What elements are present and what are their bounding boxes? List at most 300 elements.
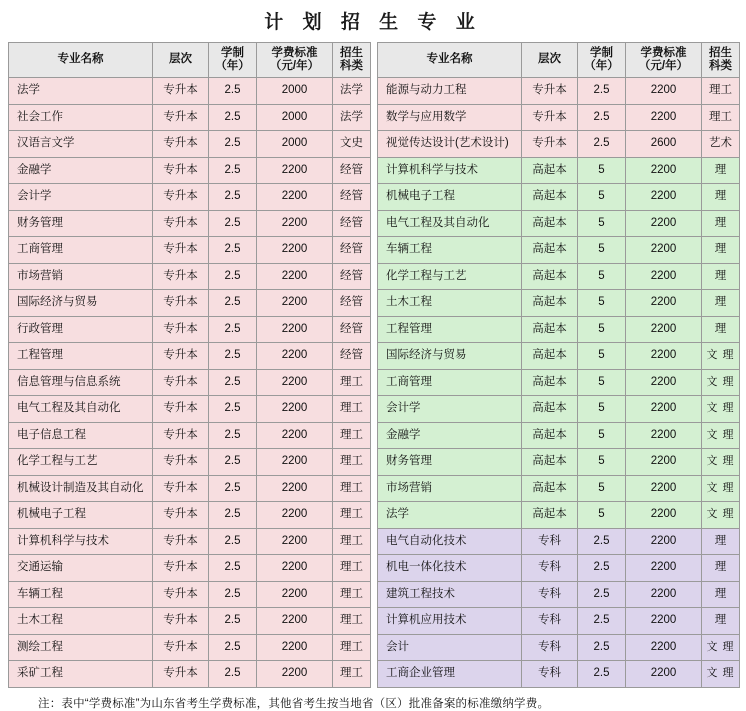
table-row (378, 369, 740, 396)
cell-category: 经管 (333, 184, 371, 211)
table-row (9, 634, 371, 661)
cell-years: 2.5 (209, 502, 257, 529)
cell-fee: 2200 (257, 475, 333, 502)
cell-fee: 2200 (257, 422, 333, 449)
cell-category: 理 (702, 608, 740, 635)
cell-fee: 2200 (626, 316, 702, 343)
cell-level: 专升本 (153, 263, 209, 290)
cell-fee: 2200 (257, 316, 333, 343)
cell-category: 经管 (333, 343, 371, 370)
cell-years: 2.5 (209, 78, 257, 105)
cell-years: 5 (578, 184, 626, 211)
col-header-years-line1: 学制 (221, 46, 244, 59)
cell-fee: 2600 (626, 131, 702, 158)
cell-years: 2.5 (209, 210, 257, 237)
cell-fee: 2200 (257, 184, 333, 211)
cell-program-name: 电气自动化技术 (378, 528, 522, 555)
cell-level: 专升本 (153, 528, 209, 555)
cell-level: 专升本 (153, 184, 209, 211)
cell-program-name: 数学与应用数学 (378, 104, 522, 131)
cell-program-name: 车辆工程 (378, 237, 522, 264)
cell-years: 2.5 (209, 449, 257, 476)
cell-level: 专升本 (153, 422, 209, 449)
cell-fee: 2000 (257, 131, 333, 158)
cell-program-name: 市场营销 (9, 263, 153, 290)
cell-years: 2.5 (209, 661, 257, 688)
table-row (378, 131, 740, 158)
cell-fee: 2200 (257, 157, 333, 184)
cell-fee: 2200 (626, 78, 702, 105)
cell-years: 2.5 (209, 104, 257, 131)
cell-level: 专升本 (153, 210, 209, 237)
right-table-body (378, 78, 740, 688)
cell-fee: 2200 (257, 369, 333, 396)
cell-category: 理 (702, 157, 740, 184)
cell-years: 5 (578, 343, 626, 370)
table-row (9, 210, 371, 237)
cell-fee: 2200 (257, 634, 333, 661)
left-table-header-row (9, 43, 371, 78)
cell-fee: 2200 (626, 210, 702, 237)
table-row (9, 369, 371, 396)
cell-fee: 2200 (257, 581, 333, 608)
cell-level: 专升本 (153, 396, 209, 423)
table-row (378, 608, 740, 635)
cell-years: 5 (578, 157, 626, 184)
table-row (378, 263, 740, 290)
table-row (378, 343, 740, 370)
cell-category: 理工 (333, 396, 371, 423)
cell-years: 2.5 (578, 581, 626, 608)
footnote: 注：表中“学费标准”为山东省考生学费标准，其他省考生按当地省（区）批准备案的标准缴纳学费。 (38, 697, 550, 710)
cell-fee: 2200 (257, 290, 333, 317)
left-table-body (9, 78, 371, 688)
cell-years: 5 (578, 449, 626, 476)
cell-program-name: 能源与动力工程 (378, 78, 522, 105)
cell-category: 文 理 (702, 475, 740, 502)
cell-fee: 2200 (257, 608, 333, 635)
cell-program-name: 机械电子工程 (378, 184, 522, 211)
cell-years: 2.5 (209, 157, 257, 184)
cell-years: 2.5 (209, 581, 257, 608)
table-row (378, 396, 740, 423)
cell-program-name: 采矿工程 (9, 661, 153, 688)
cell-years: 2.5 (209, 343, 257, 370)
cell-category: 文 理 (702, 396, 740, 423)
cell-years: 2.5 (209, 396, 257, 423)
cell-category: 文 理 (702, 369, 740, 396)
cell-category: 文 理 (702, 449, 740, 476)
cell-years: 5 (578, 422, 626, 449)
cell-level: 专科 (522, 608, 578, 635)
cell-fee: 2200 (626, 528, 702, 555)
cell-level: 专升本 (522, 131, 578, 158)
cell-category: 理 (702, 555, 740, 582)
cell-level: 高起本 (522, 237, 578, 264)
cell-program-name: 计算机科学与技术 (378, 157, 522, 184)
cell-fee: 2200 (626, 290, 702, 317)
cell-program-name: 建筑工程技术 (378, 581, 522, 608)
table-row (378, 210, 740, 237)
cell-years: 2.5 (578, 661, 626, 688)
table-row (9, 104, 371, 131)
cell-level: 专升本 (153, 369, 209, 396)
cell-level: 高起本 (522, 502, 578, 529)
col-header-years (578, 43, 626, 78)
cell-fee: 2200 (626, 661, 702, 688)
cell-years: 2.5 (209, 237, 257, 264)
table-row (378, 237, 740, 264)
cell-fee: 2200 (257, 661, 333, 688)
cell-level: 专升本 (153, 608, 209, 635)
cell-category: 理工 (333, 369, 371, 396)
cell-category: 理 (702, 263, 740, 290)
cell-years: 2.5 (209, 184, 257, 211)
cell-years: 5 (578, 263, 626, 290)
cell-years: 2.5 (209, 263, 257, 290)
table-row (9, 343, 371, 370)
table-row (9, 502, 371, 529)
cell-program-name: 交通运输 (9, 555, 153, 582)
cell-level: 专升本 (153, 661, 209, 688)
col-header-name: 专业名称 (378, 43, 522, 78)
cell-years: 5 (578, 290, 626, 317)
tables-container (8, 42, 738, 688)
cell-fee: 2000 (257, 104, 333, 131)
table-row (9, 290, 371, 317)
cell-program-name: 汉语言文学 (9, 131, 153, 158)
left-program-table (8, 42, 371, 688)
cell-level: 专科 (522, 528, 578, 555)
table-row (9, 237, 371, 264)
cell-program-name: 财务管理 (9, 210, 153, 237)
cell-category: 理 (702, 184, 740, 211)
cell-category: 经管 (333, 316, 371, 343)
table-row (9, 555, 371, 582)
cell-program-name: 会计 (378, 634, 522, 661)
cell-years: 5 (578, 316, 626, 343)
table-row (378, 502, 740, 529)
cell-category: 文 理 (702, 661, 740, 688)
cell-fee: 2200 (257, 528, 333, 555)
col-header-category-line2: 科类 (340, 60, 363, 72)
cell-level: 专升本 (153, 290, 209, 317)
cell-years: 2.5 (209, 475, 257, 502)
col-header-category-line1: 招生 (709, 46, 732, 59)
cell-category: 理 (702, 237, 740, 264)
table-row (378, 184, 740, 211)
cell-program-name: 机械设计制造及其自动化 (9, 475, 153, 502)
cell-level: 高起本 (522, 210, 578, 237)
page-title: 计 划 招 生 专 业 (264, 12, 482, 33)
col-header-years-line2: （年） (215, 60, 250, 72)
cell-years: 5 (578, 475, 626, 502)
table-row (378, 581, 740, 608)
col-header-category (333, 43, 371, 78)
table-row (378, 78, 740, 105)
col-header-name: 专业名称 (9, 43, 153, 78)
cell-years: 2.5 (209, 131, 257, 158)
cell-years: 2.5 (209, 369, 257, 396)
cell-fee: 2200 (257, 555, 333, 582)
cell-level: 专科 (522, 555, 578, 582)
cell-program-name: 电气工程及其自动化 (9, 396, 153, 423)
cell-fee: 2200 (626, 263, 702, 290)
cell-category: 理工 (333, 528, 371, 555)
cell-years: 2.5 (578, 634, 626, 661)
table-row (9, 608, 371, 635)
cell-fee: 2200 (626, 502, 702, 529)
cell-program-name: 财务管理 (378, 449, 522, 476)
cell-years: 2.5 (578, 131, 626, 158)
cell-level: 专升本 (153, 581, 209, 608)
cell-level: 专科 (522, 581, 578, 608)
cell-level: 高起本 (522, 475, 578, 502)
col-header-category-line2: 科类 (709, 60, 732, 72)
cell-fee: 2200 (626, 396, 702, 423)
col-header-fee-line1: 学费标准 (271, 46, 318, 59)
cell-level: 高起本 (522, 449, 578, 476)
col-header-fee-line2: （元/年） (638, 60, 689, 72)
cell-level: 专升本 (522, 104, 578, 131)
cell-category: 理工 (333, 555, 371, 582)
cell-fee: 2200 (257, 263, 333, 290)
cell-program-name: 化学工程与工艺 (378, 263, 522, 290)
col-header-years (209, 43, 257, 78)
cell-category: 文 理 (702, 343, 740, 370)
cell-program-name: 法学 (9, 78, 153, 105)
cell-years: 2.5 (578, 528, 626, 555)
cell-program-name: 国际经济与贸易 (378, 343, 522, 370)
right-table-header-row (378, 43, 740, 78)
cell-fee: 2200 (626, 634, 702, 661)
cell-program-name: 工商管理 (9, 237, 153, 264)
cell-level: 专升本 (153, 316, 209, 343)
table-row (378, 422, 740, 449)
cell-fee: 2200 (257, 210, 333, 237)
cell-fee: 2200 (626, 555, 702, 582)
cell-years: 2.5 (578, 78, 626, 105)
cell-category: 理 (702, 290, 740, 317)
cell-program-name: 电气工程及其自动化 (378, 210, 522, 237)
cell-level: 专科 (522, 661, 578, 688)
cell-level: 专升本 (153, 475, 209, 502)
cell-level: 高起本 (522, 263, 578, 290)
table-row (378, 290, 740, 317)
cell-fee: 2200 (626, 104, 702, 131)
right-program-table (377, 42, 740, 688)
cell-level: 专科 (522, 634, 578, 661)
cell-years: 2.5 (578, 608, 626, 635)
cell-program-name: 社会工作 (9, 104, 153, 131)
cell-category: 文 理 (702, 422, 740, 449)
col-header-years-line1: 学制 (590, 46, 613, 59)
cell-category: 理工 (333, 634, 371, 661)
cell-level: 专升本 (153, 502, 209, 529)
cell-fee: 2200 (626, 422, 702, 449)
table-row (378, 157, 740, 184)
cell-program-name: 金融学 (9, 157, 153, 184)
col-header-category-line1: 招生 (340, 46, 363, 59)
table-row (378, 555, 740, 582)
cell-years: 5 (578, 210, 626, 237)
cell-level: 高起本 (522, 343, 578, 370)
cell-fee: 2200 (626, 184, 702, 211)
cell-program-name: 金融学 (378, 422, 522, 449)
col-header-fee-line1: 学费标准 (640, 46, 687, 59)
cell-program-name: 工程管理 (378, 316, 522, 343)
cell-level: 高起本 (522, 184, 578, 211)
cell-category: 理工 (333, 422, 371, 449)
cell-years: 2.5 (209, 608, 257, 635)
col-header-fee (626, 43, 702, 78)
cell-program-name: 土木工程 (9, 608, 153, 635)
cell-fee: 2200 (257, 396, 333, 423)
cell-category: 经管 (333, 210, 371, 237)
table-row (9, 396, 371, 423)
cell-level: 高起本 (522, 396, 578, 423)
table-row (9, 78, 371, 105)
cell-category: 法学 (333, 104, 371, 131)
cell-fee: 2000 (257, 78, 333, 105)
cell-years: 2.5 (209, 555, 257, 582)
cell-level: 高起本 (522, 290, 578, 317)
cell-category: 法学 (333, 78, 371, 105)
cell-category: 理工 (702, 78, 740, 105)
cell-level: 高起本 (522, 422, 578, 449)
cell-category: 理工 (333, 661, 371, 688)
cell-program-name: 信息管理与信息系统 (9, 369, 153, 396)
cell-fee: 2200 (626, 237, 702, 264)
col-header-fee (257, 43, 333, 78)
cell-program-name: 会计学 (9, 184, 153, 211)
cell-program-name: 工商管理 (378, 369, 522, 396)
cell-category: 理 (702, 316, 740, 343)
table-row (9, 184, 371, 211)
cell-category: 经管 (333, 157, 371, 184)
cell-program-name: 行政管理 (9, 316, 153, 343)
cell-fee: 2200 (626, 581, 702, 608)
cell-program-name: 工商企业管理 (378, 661, 522, 688)
cell-fee: 2200 (257, 502, 333, 529)
cell-program-name: 车辆工程 (9, 581, 153, 608)
cell-program-name: 工程管理 (9, 343, 153, 370)
cell-years: 5 (578, 502, 626, 529)
table-row (9, 263, 371, 290)
cell-category: 文 理 (702, 634, 740, 661)
cell-category: 理工 (702, 104, 740, 131)
table-row (9, 661, 371, 688)
cell-category: 艺术 (702, 131, 740, 158)
cell-category: 理 (702, 210, 740, 237)
cell-level: 高起本 (522, 157, 578, 184)
cell-category: 经管 (333, 263, 371, 290)
cell-category: 经管 (333, 290, 371, 317)
cell-years: 2.5 (209, 422, 257, 449)
cell-fee: 2200 (257, 237, 333, 264)
col-header-level: 层次 (153, 43, 209, 78)
cell-program-name: 机电一体化技术 (378, 555, 522, 582)
table-row (378, 475, 740, 502)
cell-fee: 2200 (626, 369, 702, 396)
cell-years: 2.5 (209, 634, 257, 661)
table-row (9, 528, 371, 555)
cell-fee: 2200 (626, 608, 702, 635)
cell-category: 理工 (333, 449, 371, 476)
cell-years: 5 (578, 396, 626, 423)
cell-program-name: 会计学 (378, 396, 522, 423)
table-row (9, 157, 371, 184)
cell-program-name: 计算机应用技术 (378, 608, 522, 635)
cell-program-name: 计算机科学与技术 (9, 528, 153, 555)
table-row (9, 422, 371, 449)
table-row (378, 316, 740, 343)
cell-program-name: 土木工程 (378, 290, 522, 317)
cell-level: 专升本 (153, 343, 209, 370)
cell-category: 理 (702, 528, 740, 555)
cell-level: 高起本 (522, 316, 578, 343)
table-row (9, 475, 371, 502)
cell-years: 2.5 (209, 290, 257, 317)
cell-category: 理工 (333, 475, 371, 502)
cell-category: 经管 (333, 237, 371, 264)
col-header-level: 层次 (522, 43, 578, 78)
table-row (378, 104, 740, 131)
cell-program-name: 国际经济与贸易 (9, 290, 153, 317)
cell-program-name: 视觉传达设计(艺术设计) (378, 131, 522, 158)
cell-level: 专升本 (153, 104, 209, 131)
table-row (378, 661, 740, 688)
cell-level: 高起本 (522, 369, 578, 396)
table-row (9, 449, 371, 476)
cell-level: 专升本 (522, 78, 578, 105)
cell-program-name: 测绘工程 (9, 634, 153, 661)
col-header-years-line2: （年） (584, 60, 619, 72)
table-row (9, 316, 371, 343)
table-row (378, 449, 740, 476)
col-header-category (702, 43, 740, 78)
cell-years: 5 (578, 369, 626, 396)
cell-years: 5 (578, 237, 626, 264)
cell-category: 理 (702, 581, 740, 608)
cell-level: 专升本 (153, 449, 209, 476)
cell-category: 理工 (333, 608, 371, 635)
cell-level: 专升本 (153, 78, 209, 105)
cell-years: 2.5 (209, 528, 257, 555)
cell-level: 专升本 (153, 555, 209, 582)
cell-years: 2.5 (578, 555, 626, 582)
table-row (9, 581, 371, 608)
cell-program-name: 电子信息工程 (9, 422, 153, 449)
cell-level: 专升本 (153, 634, 209, 661)
cell-category: 理工 (333, 502, 371, 529)
cell-fee: 2200 (626, 449, 702, 476)
cell-category: 理工 (333, 581, 371, 608)
cell-program-name: 化学工程与工艺 (9, 449, 153, 476)
table-row (378, 634, 740, 661)
table-row (9, 131, 371, 158)
cell-program-name: 机械电子工程 (9, 502, 153, 529)
cell-fee: 2200 (626, 475, 702, 502)
cell-years: 2.5 (578, 104, 626, 131)
cell-category: 文 理 (702, 502, 740, 529)
cell-years: 2.5 (209, 316, 257, 343)
cell-program-name: 市场营销 (378, 475, 522, 502)
cell-level: 专升本 (153, 131, 209, 158)
cell-fee: 2200 (257, 449, 333, 476)
cell-category: 文史 (333, 131, 371, 158)
table-row (378, 528, 740, 555)
